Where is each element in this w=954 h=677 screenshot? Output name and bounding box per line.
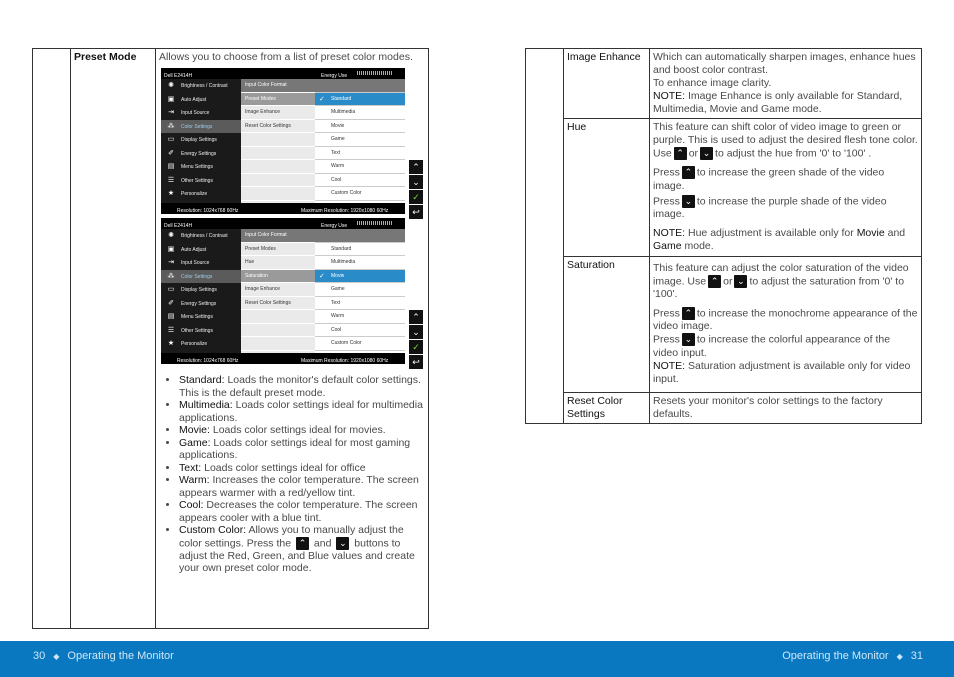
right-section-title: Operating the Monitor <box>782 650 889 662</box>
brightness-icon: ✺ <box>168 82 174 89</box>
down-icon: ⌄ <box>409 175 423 189</box>
down-arrow-icon: ⌄ <box>734 275 747 288</box>
display-icon: ▭ <box>167 136 175 143</box>
up-arrow-icon: ⌃ <box>682 307 695 320</box>
page-footer <box>0 641 954 677</box>
image-enhance-content: Which can automatically sharpen images, enhance hues and boost color contrast. To enhance image clarity. NOTE: Image Enhance is only available for Standard, Multimedia, Movie and Game mode. <box>650 49 922 119</box>
list-item: • Standard: Loads the monitor's default color settings. This is the default preset mode. <box>179 374 425 399</box>
check-icon: ✓ <box>319 95 325 103</box>
right-table <box>525 48 922 424</box>
reset-color-content: Resets your monitor's color settings to the factory defaults. <box>650 392 922 423</box>
up-arrow-icon: ⌃ <box>674 147 687 160</box>
left-section-title: Operating the Monitor <box>67 650 174 662</box>
list-item: • Text: Loads color settings ideal for office <box>179 462 425 475</box>
hue-label: Hue <box>564 119 650 257</box>
diamond-icon: ◆ <box>53 652 60 661</box>
right-page-number: 31 <box>910 650 923 662</box>
energy-bar <box>357 71 393 75</box>
down-arrow-icon: ⌄ <box>700 147 713 160</box>
preset-mode-label: Preset Mode <box>71 49 156 629</box>
left-page-number: 30 <box>33 650 46 662</box>
osd-buttons <box>409 160 425 220</box>
image-enhance-label: Image Enhance <box>564 49 650 119</box>
check-button-icon: ✓ <box>409 190 423 204</box>
blank-cell <box>33 49 71 629</box>
down-arrow-icon: ⌄ <box>682 333 695 346</box>
menu-icon: ▤ <box>167 163 175 170</box>
list-item: • Warm: Increases the color temperature. The screen appears warmer with a red/yellow tint. <box>179 474 425 499</box>
preset-mode-intro: Allows you to choose from a list of preset color modes. <box>159 51 413 63</box>
input-source-icon: ⇥ <box>168 109 174 116</box>
saturation-label: Saturation <box>564 256 650 392</box>
energy-icon: ✐ <box>168 149 174 157</box>
reset-color-label: Reset Color Settings <box>564 392 650 423</box>
list-item: • Custom Color: Allows you to manually adjust the color settings. Press the ⌃ and ⌄ buttons to adjust the Red, Green, and Blue values and create your own preset color mode. <box>179 524 425 575</box>
up-arrow-icon: ⌃ <box>296 537 309 550</box>
hue-content: This feature can shift color of video image to green or purple. This is used to adjust the desired flesh tone color. Use ⌃ or ⌄ to adjust the hue from '0' to '100' . Press ⌃ to increase the green shade of the video image. Press ⌄ to increase the purple shade of the video image. NOTE: Hue adjustment is available only for Movie and Game mode. <box>650 119 922 257</box>
star-icon: ★ <box>167 190 175 197</box>
osd-screenshot-2: Dell E2414H Energy Use ✺ Brightness / Contrast ▣ Auto Adjust ⇥ Input Source ⁂ Color Settings ▭ Display Settings ✐ Energy Settings ▤ Menu Settings ☰ Other Settings ★ Personalize Input Color Format Preset Modes Hue Saturation Image Enhance Reset Color Settings Standard Multimedia ✓ Movie Game Text Warm Cool Custom Color Resolution: 1024x768 60Hz Maximum Resolution: 1920x1080 60Hz ⌃ ⌄ ✓ ↩ <box>161 218 405 364</box>
osd-model: Dell E2414H <box>164 73 193 79</box>
osd-submenu: Input Color Format Preset Modes Image Enhance Reset Color Settings <box>241 79 315 203</box>
back-icon: ↩ <box>409 205 423 219</box>
up-icon: ⌃ <box>409 160 423 174</box>
list-item: • Movie: Loads color settings ideal for movies. <box>179 424 425 437</box>
up-arrow-icon: ⌃ <box>682 166 695 179</box>
osd-options: ✓ Standard Multimedia Movie Game Text Warm Cool Custom Color <box>315 79 405 203</box>
down-arrow-icon: ⌄ <box>682 195 695 208</box>
down-arrow-icon: ⌄ <box>336 537 349 550</box>
diamond-icon: ◆ <box>896 652 903 661</box>
osd-energy: Energy Use <box>321 73 348 79</box>
preset-mode-content <box>156 49 429 629</box>
osd-resolution: Resolution: 1024x768 60Hz <box>177 208 239 214</box>
osd-menu: ✺ Brightness / Contrast ▣ Auto Adjust ⇥ Input Source ⁂ Color Settings ▭ Display Settings ✐ Energy Settings ▤ Menu Settings ☰ Other Settings ★ Personalize <box>161 79 241 203</box>
saturation-content: This feature can adjust the color saturation of the video image. Use ⌃ or ⌄ to adjust the saturation from '0' to '100'. Press ⌃ to increase the monochrome appearance of the video image. Press ⌄ to increase the colorful appearance of the video input. NOTE: Saturation adjustment is available only for video input. <box>650 256 922 392</box>
preset-mode-list <box>159 374 425 575</box>
color-icon: ⁂ <box>167 122 175 130</box>
list-item: • Multimedia: Loads color settings ideal for multimedia applications. <box>179 399 425 424</box>
list-item: • Game: Loads color settings ideal for most gaming applications. <box>179 437 425 462</box>
list-item: • Cool: Decreases the color temperature. The screen appears cooler with a blue tint. <box>179 499 425 524</box>
up-arrow-icon: ⌃ <box>708 275 721 288</box>
osd-screenshot-1 <box>161 68 420 217</box>
other-icon: ☰ <box>167 176 175 184</box>
auto-adjust-icon: ▣ <box>167 95 175 103</box>
left-table <box>32 48 429 629</box>
osd-max-resolution: Maximum Resolution: 1920x1080 60Hz <box>301 208 389 214</box>
blank-cell <box>526 49 564 424</box>
